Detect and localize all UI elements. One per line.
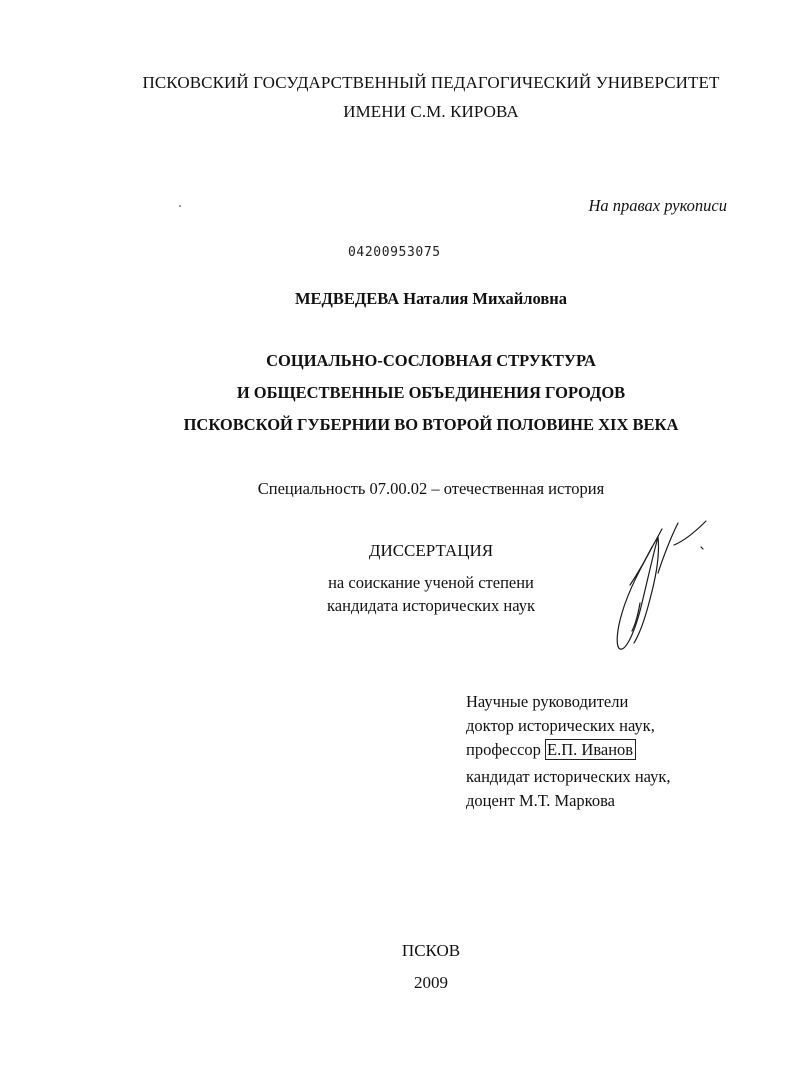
- manuscript-note: На правах рукописи: [588, 196, 727, 215]
- inventory-number: 04200953075: [348, 245, 441, 260]
- supervisor-degree: кандидат исторических наук,: [466, 767, 671, 786]
- scan-speck: [179, 205, 181, 207]
- degree-line: на соискание ученой степени: [328, 573, 534, 592]
- university-name-line2: ИМЕНИ С.М. КИРОВА: [343, 102, 519, 121]
- supervisor-title: профессор: [466, 740, 546, 759]
- title-line: И ОБЩЕСТВЕННЫЕ ОБЪЕДИНЕНИЯ ГОРОДОВ: [236, 383, 626, 402]
- supervisors-heading: Научные руководители: [466, 692, 629, 711]
- degree-line: кандидата исторических наук: [327, 596, 535, 615]
- title-line: СОЦИАЛЬНО-СОСЛОВНАЯ СТРУКТУРА: [266, 351, 596, 370]
- supervisor-degree: доктор исторических наук,: [466, 716, 655, 735]
- supervisor-docent: доцент М.Т. Маркова: [466, 791, 616, 810]
- specialty: Специальность 07.00.02 – отечественная история: [257, 479, 605, 498]
- dissertation-type: ДИССЕРТАЦИЯ: [368, 541, 494, 560]
- supervisor-professor: [466, 740, 636, 760]
- university-name-line1: ПСКОВСКИЙ ГОСУДАРСТВЕННЫЙ ПЕДАГОГИЧЕСКИЙ УНИВЕРСИТЕТ: [142, 73, 720, 92]
- title-line: ПСКОВСКОЙ ГУБЕРНИИ ВО ВТОРОЙ ПОЛОВИНЕ XIX ВЕКА: [183, 415, 679, 434]
- supervisor-name-boxed: Е.П. Иванов: [545, 739, 636, 760]
- year: 2009: [414, 973, 448, 992]
- author-name: МЕДВЕДЕВА Наталия Михайловна: [294, 289, 568, 308]
- city: ПСКОВ: [401, 941, 461, 960]
- handwritten-signature: [600, 515, 720, 655]
